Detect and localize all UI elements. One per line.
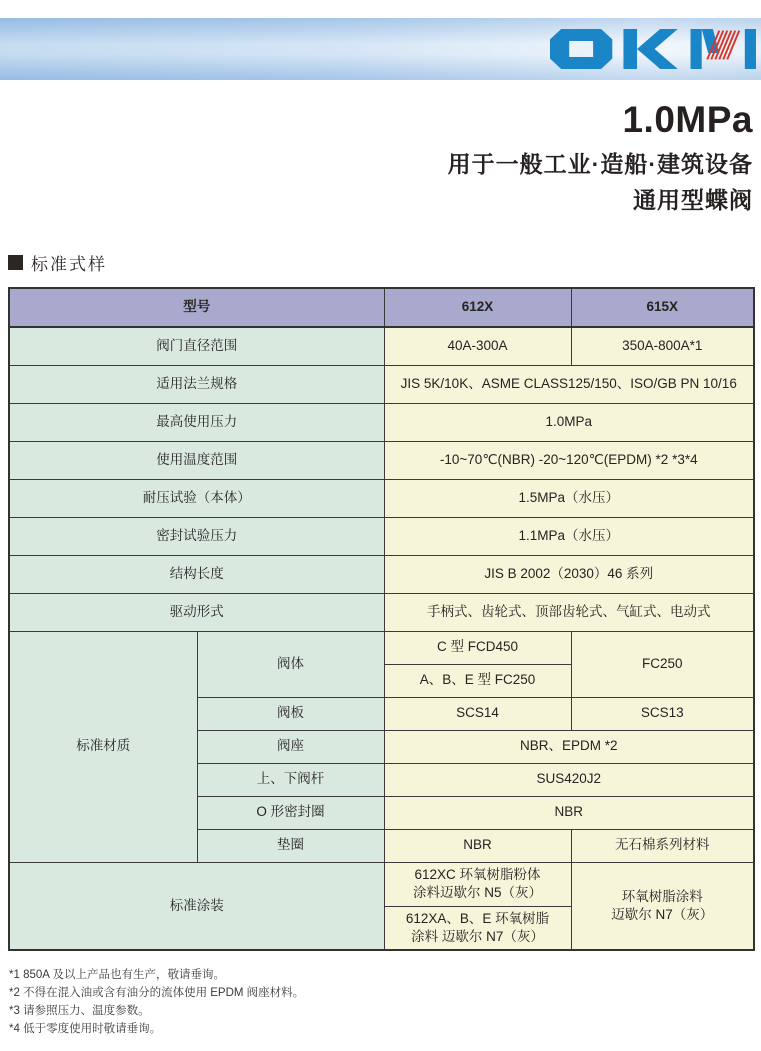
- coating-612x-row1-line1: 612XC 环氧树脂粉体: [414, 866, 541, 882]
- diameter-612x: 40A-300A: [384, 327, 571, 365]
- gasket-612x: NBR: [384, 829, 571, 862]
- row-diameter: [9, 327, 754, 365]
- row-label: 密封试验压力: [9, 517, 384, 555]
- row-label: 使用温度范围: [9, 441, 384, 479]
- row-material-body-1: [9, 631, 754, 664]
- row-label: 阀体: [197, 631, 384, 697]
- coating-615x-line1: 环氧树脂涂料: [621, 888, 703, 904]
- coating-group-label: 标准涂装: [9, 862, 384, 950]
- row-label: 适用法兰规格: [9, 365, 384, 403]
- row-pressure-test: [9, 479, 754, 517]
- row-label: 耐压试验（本体）: [9, 479, 384, 517]
- row-seal-test: [9, 517, 754, 555]
- row-label: 阀板: [197, 697, 384, 730]
- logo-letter-m-right-bar: [745, 29, 756, 69]
- row-label: 上、下阀杆: [197, 763, 384, 796]
- section-square-icon: [8, 255, 23, 270]
- spec-table: [8, 287, 755, 951]
- application-subtitle: 用于一般工业·造船·建筑设备: [447, 150, 753, 177]
- flange-value: JIS 5K/10K、ASME CLASS125/150、ISO/GB PN 10/16: [384, 365, 754, 403]
- logo-letter-k-upper: [637, 29, 678, 49]
- coating-615x-line2: 迈歇尔 N7（灰）: [611, 906, 714, 922]
- gasket-615x: 无石棉系列材料: [571, 829, 754, 862]
- coating-612x-row2-line1: 612XA、B、E 环氧树脂: [405, 910, 550, 926]
- row-label: 垫圈: [197, 829, 384, 862]
- row-coating-1: [9, 862, 754, 906]
- footnote-2: *2 不得在混入油或含有油分的流体使用 EPDM 阀座材料。: [9, 987, 305, 999]
- footnote-4: *4 低于零度使用时敬请垂询。: [9, 1023, 162, 1035]
- disc-615x: SCS13: [571, 697, 754, 730]
- body-612x-abe: A、B、E 型 FC250: [384, 664, 571, 697]
- header-612x: 612X: [384, 288, 571, 327]
- structure-length-value: JIS B 2002（2030）46 系列: [384, 555, 754, 593]
- row-label: 最高使用压力: [9, 403, 384, 441]
- footnote-1: *1 850A 及以上产品也有生产，敬请垂询。: [9, 969, 225, 981]
- header-model: 型号: [9, 288, 384, 327]
- diameter-615x: 350A-800A*1: [571, 327, 754, 365]
- row-label: 阀门直径范围: [9, 327, 384, 365]
- row-max-pressure: [9, 403, 754, 441]
- row-label: O 形密封圈: [197, 796, 384, 829]
- stem-value: SUS420J2: [384, 763, 754, 796]
- body-615x: FC250: [571, 631, 754, 697]
- body-612x-c: C 型 FCD450: [384, 631, 571, 664]
- section-heading: [8, 250, 107, 275]
- title-block: [448, 99, 753, 215]
- okm-logo-icon: [550, 29, 756, 69]
- material-group-label: 标准材质: [9, 631, 197, 862]
- coating-612x-row2-line2: 涂料 迈歇尔 N7（灰）: [411, 928, 544, 944]
- footnote-3: *3 请参照压力、温度参数。: [9, 1005, 150, 1017]
- row-drive-type: [9, 593, 754, 631]
- pressure-rating-title: 1.0MPa: [622, 99, 753, 140]
- temp-range-value: -10~70℃(NBR) -20~120℃(EPDM) *2 *3*4: [384, 441, 754, 479]
- coating-612x-row2: [384, 906, 571, 950]
- logo-letter-m-left-bar: [691, 29, 702, 69]
- row-structure-length: [9, 555, 754, 593]
- section-title: 标准式样: [31, 255, 107, 274]
- footnotes: [9, 966, 304, 1038]
- drive-type-value: 手柄式、齿轮式、顶部齿轮式、气缸式、电动式: [384, 593, 754, 631]
- header-band: [0, 18, 761, 80]
- max-pressure-value: 1.0MPa: [384, 403, 754, 441]
- pressure-test-value: 1.5MPa（水压）: [384, 479, 754, 517]
- seat-value: NBR、EPDM *2: [384, 730, 754, 763]
- row-label: 驱动形式: [9, 593, 384, 631]
- oring-value: NBR: [384, 796, 754, 829]
- table-header-row: [9, 288, 754, 327]
- row-temp-range: [9, 441, 754, 479]
- disc-612x: SCS14: [384, 697, 571, 730]
- logo-letter-k-lower: [637, 49, 678, 69]
- coating-615x: [571, 862, 754, 950]
- seal-test-value: 1.1MPa（水压）: [384, 517, 754, 555]
- product-type-subtitle: 通用型蝶阀: [633, 187, 753, 214]
- header-615x: 615X: [571, 288, 754, 327]
- logo-letter-o: [550, 29, 612, 69]
- row-flange: [9, 365, 754, 403]
- row-label: 阀座: [197, 730, 384, 763]
- row-label: 结构长度: [9, 555, 384, 593]
- logo-letter-k-bar: [623, 29, 637, 69]
- coating-612x-row1-line2: 涂料迈歇尔 N5（灰）: [412, 885, 542, 900]
- coating-612x-row1: [384, 862, 571, 906]
